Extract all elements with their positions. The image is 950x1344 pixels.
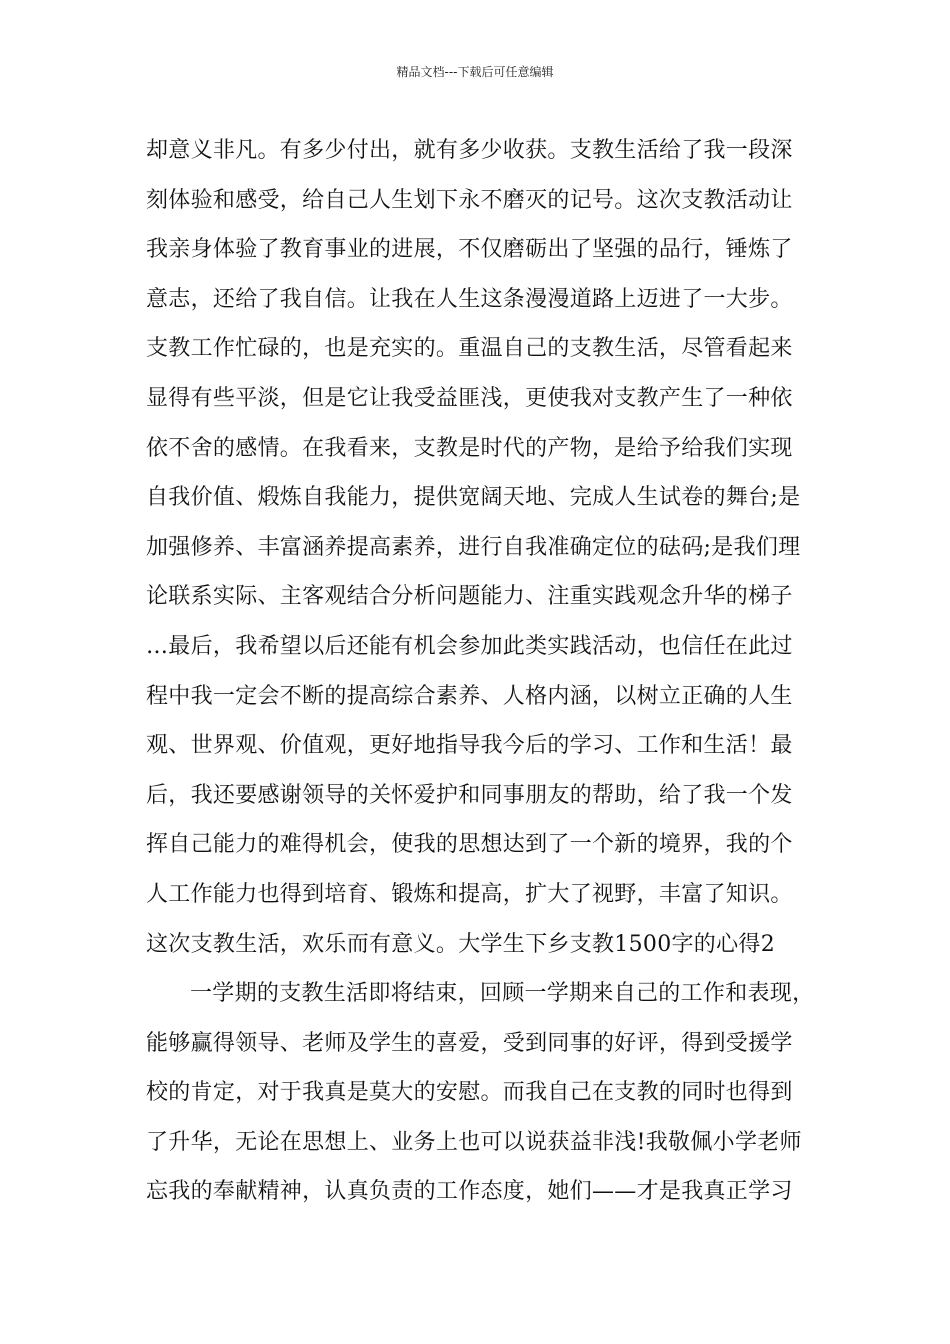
section-heading-line: 这次支教生活，欢乐而有意义。大学生下乡支教1500字的心得2 <box>146 931 775 957</box>
text-line: 依不舍的感情。在我看来，支教是时代的产物，是给予给我们实现 <box>146 435 793 461</box>
text-line: 人工作能力也得到培育、锻炼和提高，扩大了视野，丰富了知识。 <box>146 881 793 907</box>
text-line: 刻体验和感受，给自己人生划下永不磨灭的记号。这次支教活动让 <box>146 187 793 213</box>
text-line: 观、世界观、价值观，更好地指导我今后的学习、工作和生活！最 <box>146 733 793 759</box>
text-line: 却意义非凡。有多少付出，就有多少收获。支教生活给了我一段深 <box>146 138 793 163</box>
text-line: 自我价值、煅炼自我能力，提供宽阔天地、完成人生试卷的舞台;是 <box>146 485 801 511</box>
text-line: 显得有些平淡，但是它让我受益匪浅，更使我对支教产生了一种依 <box>146 385 793 411</box>
page-header: 精品文档---下载后可任意编辑 <box>396 65 554 79</box>
text-line: 程中我一定会不断的提高综合素养、人格内涵，以树立正确的人生 <box>146 683 793 709</box>
text-line: 挥自己能力的难得机会，使我的思想达到了一个新的境界，我的个 <box>146 832 793 858</box>
text-line: 支教工作忙碌的，也是充实的。重温自己的支教生活，尽管看起来 <box>146 336 793 362</box>
text-line: 我亲身体验了教育事业的进展，不仅磨砺出了坚强的品行，锤炼了 <box>146 237 793 263</box>
document-body <box>146 126 815 1217</box>
text-line: 加强修养、丰富涵养提高素养，进行自我准确定位的砝码;是我们理 <box>146 534 801 560</box>
text-line: 了升华，无论在思想上、业务上也可以说获益非浅!我敬佩小学老师 <box>146 1129 802 1155</box>
paragraph-start-line: 一学期的支教生活即将结束，回顾一学期来自己的工作和表现， <box>190 981 815 1007</box>
text-line: 能够赢得领导、老师及学生的喜爱，受到同事的好评，得到受援学 <box>146 1030 793 1056</box>
text-line: 后，我还要感谢领导的关怀爱护和同事朋友的帮助，给了我一个发 <box>146 782 793 808</box>
text-line: 意志，还给了我自信。让我在人生这条漫漫道路上迈进了一大步。 <box>146 286 793 312</box>
text-line: 论联系实际、主客观结合分析问题能力、注重实践观念升华的梯子 <box>146 584 793 610</box>
text-line: …最后，我希望以后还能有机会参加此类实践活动，也信任在此过 <box>146 633 793 659</box>
text-line: 校的肯定，对于我真是莫大的安慰。而我自己在支教的同时也得到 <box>146 1080 793 1106</box>
text-line: 忘我的奉献精神，认真负责的工作态度，她们——才是我真正学习 <box>146 1179 793 1205</box>
